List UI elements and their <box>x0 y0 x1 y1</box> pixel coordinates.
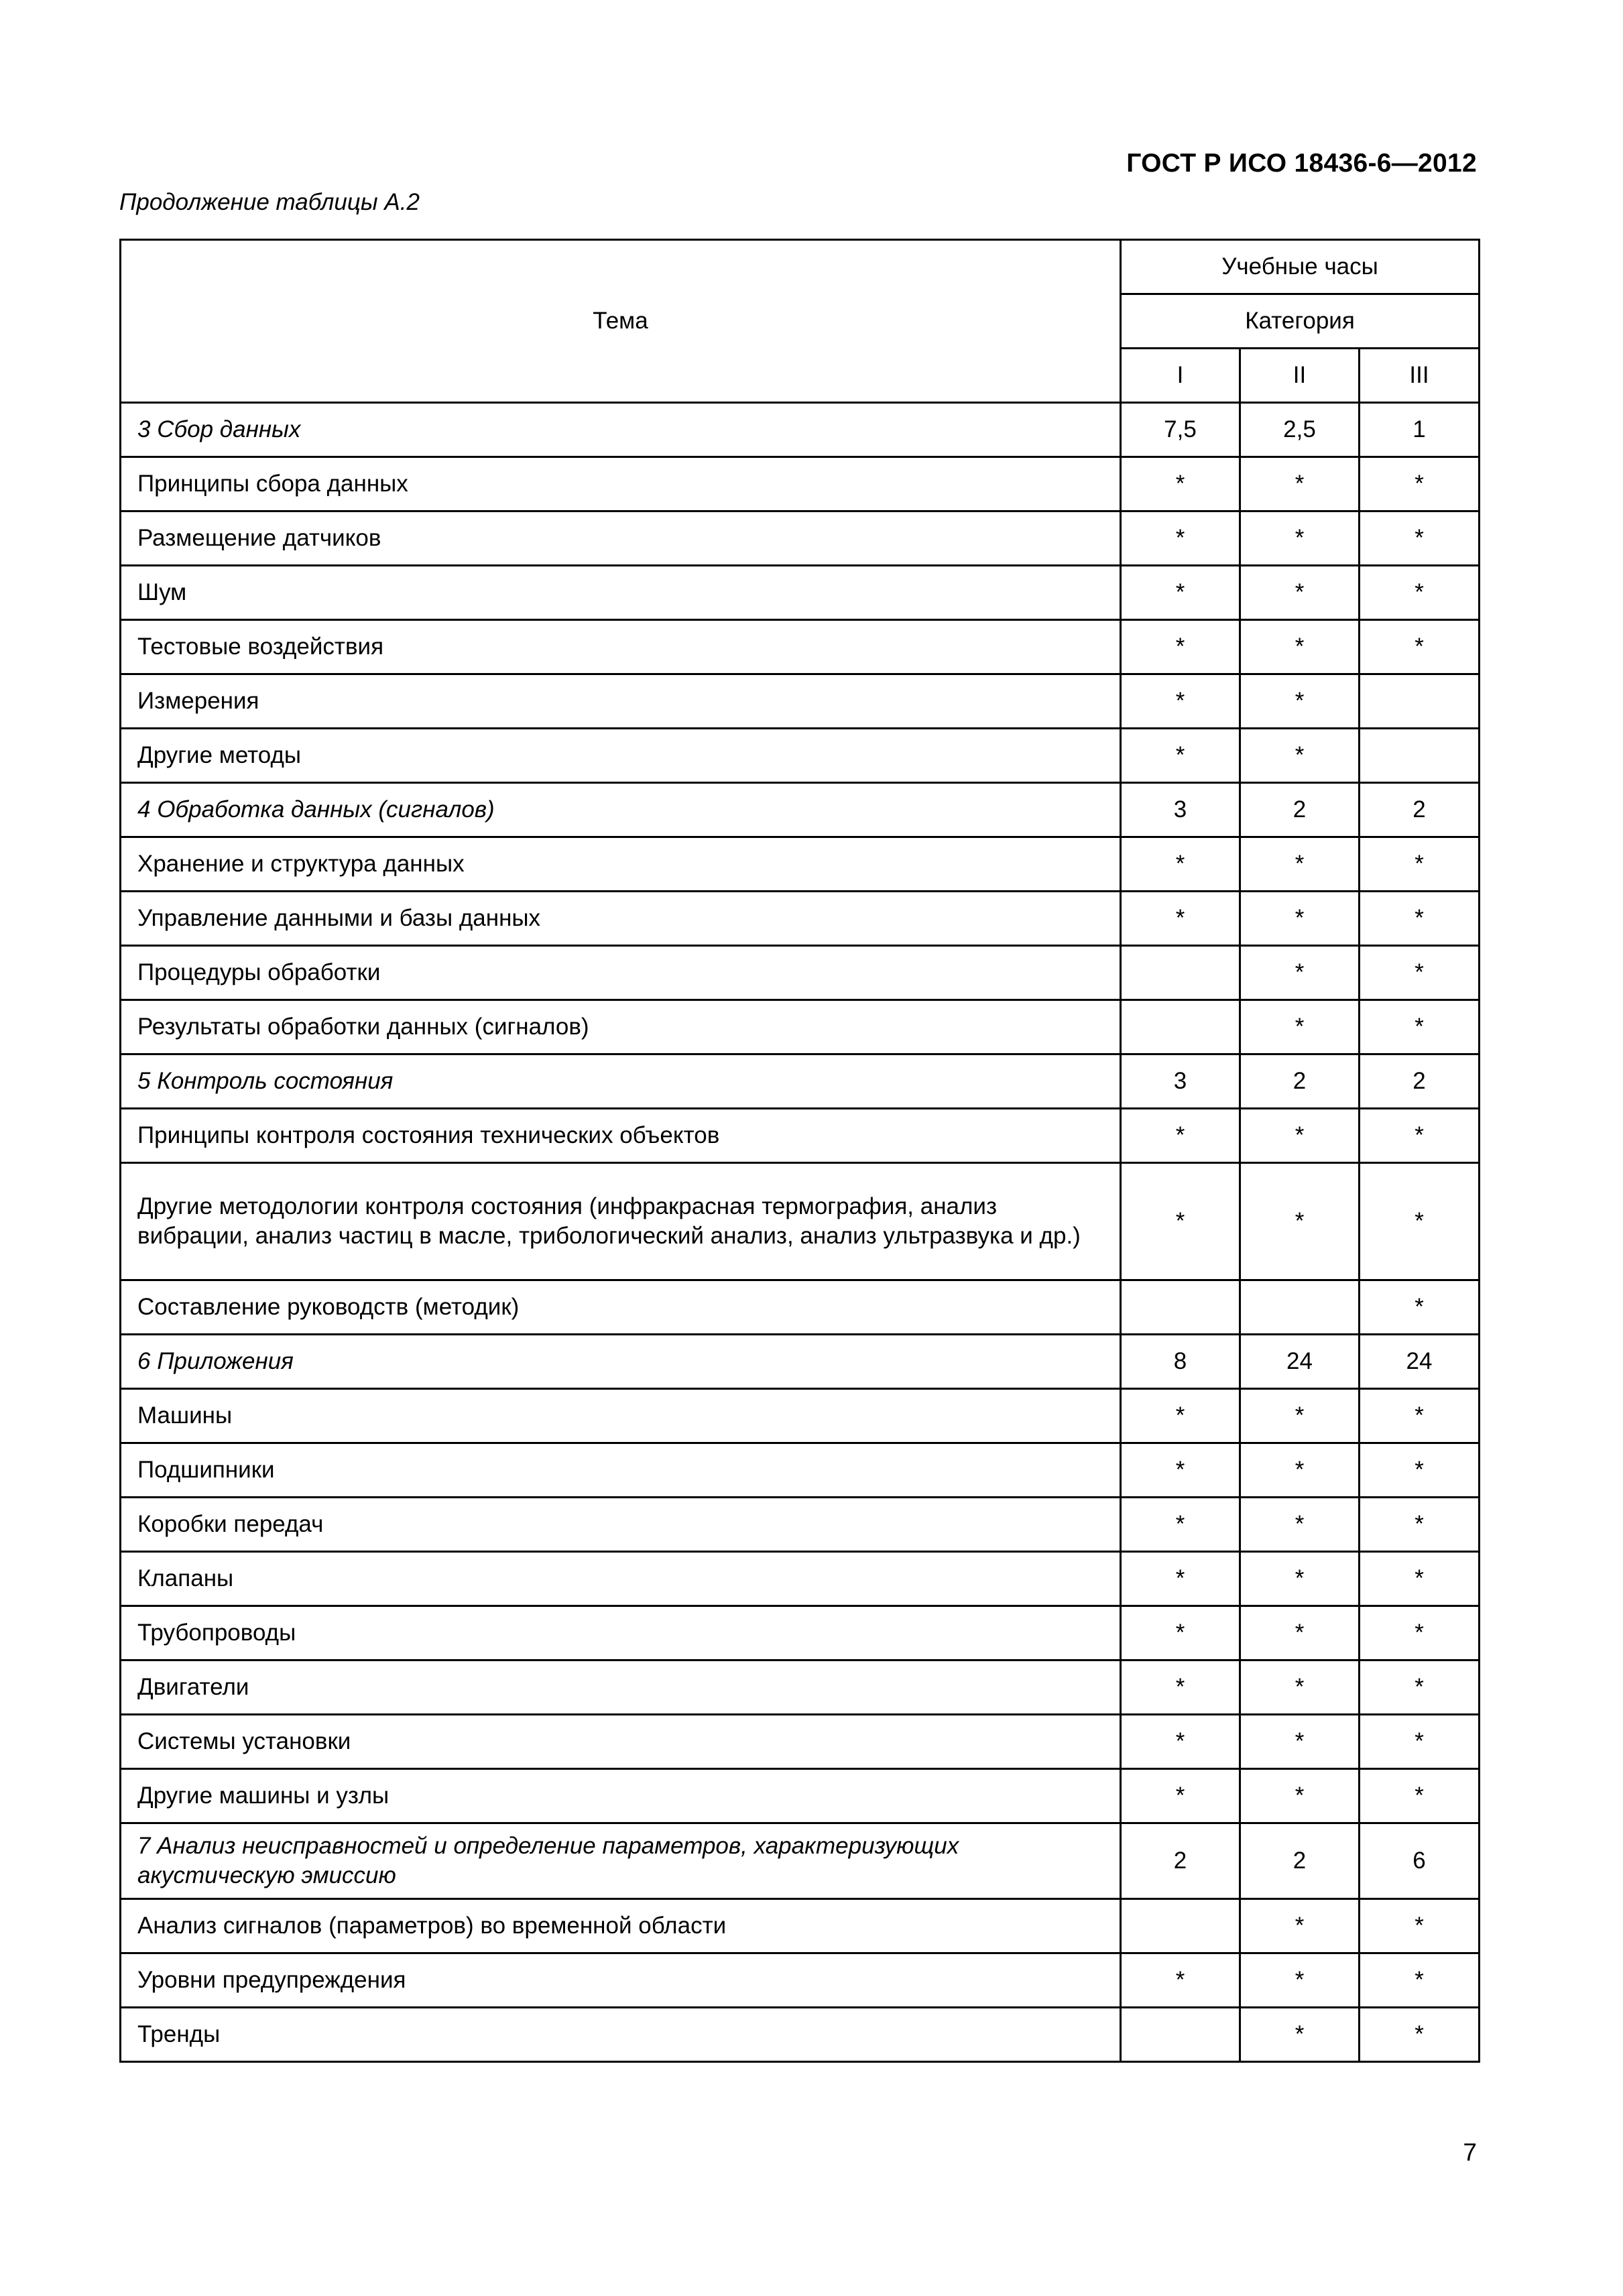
table-row <box>121 620 1480 674</box>
table-row <box>121 1899 1480 1953</box>
row-value-cat-i: 7,5 <box>1121 403 1240 457</box>
row-value-cat-iii: * <box>1360 1899 1480 1953</box>
row-value-cat-i: * <box>1121 1163 1240 1280</box>
row-value-cat-i <box>1121 1280 1240 1335</box>
hours-header: Учебные часы <box>1121 240 1480 294</box>
row-value-cat-ii: * <box>1240 892 1360 946</box>
row-topic: Двигатели <box>121 1660 1121 1715</box>
row-value-cat-ii: * <box>1240 1498 1360 1552</box>
table-row <box>121 729 1480 783</box>
table-row <box>121 1443 1480 1498</box>
row-value-cat-ii: * <box>1240 1769 1360 1823</box>
row-value-cat-ii: * <box>1240 1899 1360 1953</box>
row-value-cat-iii: * <box>1360 1443 1480 1498</box>
row-value-cat-i: * <box>1121 674 1240 729</box>
row-topic: 6 Приложения <box>121 1335 1121 1389</box>
row-value-cat-ii: * <box>1240 946 1360 1000</box>
section-row <box>121 1823 1480 1899</box>
page-number: 7 <box>1463 2138 1477 2166</box>
row-topic: Управление данными и базы данных <box>121 892 1121 946</box>
row-value-cat-iii: * <box>1360 1953 1480 2008</box>
row-value-cat-iii <box>1360 729 1480 783</box>
row-value-cat-i: * <box>1121 620 1240 674</box>
row-topic: Хранение и структура данных <box>121 837 1121 892</box>
table-row <box>121 1280 1480 1335</box>
row-value-cat-ii: * <box>1240 674 1360 729</box>
document-code: ГОСТ Р ИСО 18436-6—2012 <box>1126 149 1477 178</box>
row-value-cat-ii: * <box>1240 729 1360 783</box>
row-value-cat-iii: * <box>1360 1660 1480 1715</box>
row-topic: Шум <box>121 566 1121 620</box>
row-value-cat-ii: 2 <box>1240 1823 1360 1899</box>
row-value-cat-ii: * <box>1240 1606 1360 1660</box>
row-value-cat-i: * <box>1121 1660 1240 1715</box>
row-value-cat-iii: * <box>1360 1389 1480 1443</box>
category-i: I <box>1121 349 1240 403</box>
section-row <box>121 403 1480 457</box>
row-value-cat-i: 3 <box>1121 1054 1240 1109</box>
row-topic: Коробки передач <box>121 1498 1121 1552</box>
row-value-cat-iii: * <box>1360 566 1480 620</box>
row-value-cat-iii: * <box>1360 837 1480 892</box>
row-topic: Тренды <box>121 2008 1121 2062</box>
row-value-cat-i <box>1121 1000 1240 1054</box>
row-value-cat-iii <box>1360 674 1480 729</box>
row-value-cat-iii: * <box>1360 1552 1480 1606</box>
row-topic: Размещение датчиков <box>121 511 1121 566</box>
row-value-cat-iii: * <box>1360 1280 1480 1335</box>
row-value-cat-i: * <box>1121 1953 1240 2008</box>
header-row-hours <box>121 240 1480 294</box>
row-value-cat-ii <box>1240 1280 1360 1335</box>
category-header: Категория <box>1121 294 1480 349</box>
row-topic: 3 Сбор данных <box>121 403 1121 457</box>
row-value-cat-ii: * <box>1240 620 1360 674</box>
category-iii: III <box>1360 349 1480 403</box>
row-value-cat-iii: * <box>1360 1769 1480 1823</box>
row-value-cat-ii: * <box>1240 457 1360 511</box>
row-value-cat-ii: * <box>1240 837 1360 892</box>
row-value-cat-i: * <box>1121 1109 1240 1163</box>
row-topic: 4 Обработка данных (сигналов) <box>121 783 1121 837</box>
row-value-cat-i: * <box>1121 729 1240 783</box>
row-value-cat-iii: * <box>1360 1109 1480 1163</box>
row-topic: Процедуры обработки <box>121 946 1121 1000</box>
row-value-cat-iii: 2 <box>1360 1054 1480 1109</box>
row-value-cat-i: * <box>1121 1552 1240 1606</box>
table-row <box>121 674 1480 729</box>
row-value-cat-ii: * <box>1240 1109 1360 1163</box>
table-row <box>121 892 1480 946</box>
row-value-cat-ii: * <box>1240 1389 1360 1443</box>
row-value-cat-i: 2 <box>1121 1823 1240 1899</box>
row-value-cat-i: * <box>1121 837 1240 892</box>
table-row <box>121 837 1480 892</box>
row-value-cat-ii: * <box>1240 1443 1360 1498</box>
row-topic: Анализ сигналов (параметров) во временной области <box>121 1899 1121 1953</box>
row-topic: Тестовые воздействия <box>121 620 1121 674</box>
row-value-cat-iii: * <box>1360 1000 1480 1054</box>
table-row <box>121 566 1480 620</box>
section-row <box>121 1335 1480 1389</box>
row-value-cat-i: * <box>1121 1443 1240 1498</box>
table-row <box>121 511 1480 566</box>
table-row <box>121 1953 1480 2008</box>
row-value-cat-i: * <box>1121 1498 1240 1552</box>
row-value-cat-ii: 2 <box>1240 1054 1360 1109</box>
row-value-cat-ii: * <box>1240 1953 1360 2008</box>
row-value-cat-ii: * <box>1240 1000 1360 1054</box>
row-value-cat-ii: * <box>1240 511 1360 566</box>
section-row <box>121 1054 1480 1109</box>
row-value-cat-i: 3 <box>1121 783 1240 837</box>
table-row <box>121 457 1480 511</box>
row-topic: Машины <box>121 1389 1121 1443</box>
row-value-cat-ii: * <box>1240 1660 1360 1715</box>
category-ii: II <box>1240 349 1360 403</box>
row-topic: Составление руководств (методик) <box>121 1280 1121 1335</box>
row-value-cat-ii: 2,5 <box>1240 403 1360 457</box>
row-value-cat-i <box>1121 1899 1240 1953</box>
row-topic: Результаты обработки данных (сигналов) <box>121 1000 1121 1054</box>
row-topic: Другие методологии контроля состояния (инфракрасная термография, анализ вибрации, анализ частиц в масле, трибологический анализ, анализ ультразвука и др.) <box>121 1163 1121 1280</box>
row-value-cat-i <box>1121 2008 1240 2062</box>
row-value-cat-i: * <box>1121 511 1240 566</box>
row-value-cat-i: * <box>1121 1389 1240 1443</box>
row-value-cat-iii: 2 <box>1360 783 1480 837</box>
row-topic: 5 Контроль состояния <box>121 1054 1121 1109</box>
row-value-cat-ii: * <box>1240 2008 1360 2062</box>
table-row <box>121 1498 1480 1552</box>
row-value-cat-iii: * <box>1360 1163 1480 1280</box>
row-value-cat-iii: * <box>1360 1606 1480 1660</box>
table-row <box>121 1660 1480 1715</box>
row-value-cat-iii: * <box>1360 892 1480 946</box>
table-row <box>121 2008 1480 2062</box>
row-value-cat-i <box>1121 946 1240 1000</box>
row-topic: Принципы контроля состояния технических объектов <box>121 1109 1121 1163</box>
row-value-cat-i: * <box>1121 457 1240 511</box>
row-value-cat-iii: 6 <box>1360 1823 1480 1899</box>
row-value-cat-iii: 24 <box>1360 1335 1480 1389</box>
row-value-cat-iii: * <box>1360 2008 1480 2062</box>
row-value-cat-iii: 1 <box>1360 403 1480 457</box>
table-row <box>121 1606 1480 1660</box>
row-value-cat-i: * <box>1121 1715 1240 1769</box>
row-value-cat-ii: * <box>1240 1552 1360 1606</box>
row-value-cat-ii: * <box>1240 1715 1360 1769</box>
row-topic: Подшипники <box>121 1443 1121 1498</box>
table-row <box>121 1000 1480 1054</box>
row-topic: Трубопроводы <box>121 1606 1121 1660</box>
row-value-cat-ii: 24 <box>1240 1335 1360 1389</box>
table-row <box>121 946 1480 1000</box>
row-value-cat-ii: * <box>1240 1163 1360 1280</box>
table-row <box>121 1109 1480 1163</box>
row-topic: Измерения <box>121 674 1121 729</box>
row-topic: 7 Анализ неисправностей и определение параметров, характеризующих акустическую эмиссию <box>121 1823 1121 1899</box>
row-value-cat-iii: * <box>1360 1715 1480 1769</box>
row-topic: Другие методы <box>121 729 1121 783</box>
table-row <box>121 1552 1480 1606</box>
row-value-cat-iii: * <box>1360 1498 1480 1552</box>
row-value-cat-ii: * <box>1240 566 1360 620</box>
table-row <box>121 1769 1480 1823</box>
row-topic: Другие машины и узлы <box>121 1769 1121 1823</box>
row-topic: Системы установки <box>121 1715 1121 1769</box>
row-value-cat-i: * <box>1121 566 1240 620</box>
row-value-cat-iii: * <box>1360 457 1480 511</box>
row-value-cat-i: * <box>1121 892 1240 946</box>
row-topic: Уровни предупреждения <box>121 1953 1121 2008</box>
row-topic: Клапаны <box>121 1552 1121 1606</box>
row-value-cat-i: 8 <box>1121 1335 1240 1389</box>
training-hours-table <box>119 239 1480 2063</box>
table-row <box>121 1163 1480 1280</box>
row-value-cat-iii: * <box>1360 620 1480 674</box>
table-row <box>121 1389 1480 1443</box>
row-value-cat-iii: * <box>1360 946 1480 1000</box>
topic-header: Тема <box>121 240 1121 403</box>
row-value-cat-iii: * <box>1360 511 1480 566</box>
row-value-cat-i: * <box>1121 1606 1240 1660</box>
table-row <box>121 1715 1480 1769</box>
table-caption: Продолжение таблицы А.2 <box>119 189 420 215</box>
row-topic: Принципы сбора данных <box>121 457 1121 511</box>
section-row <box>121 783 1480 837</box>
row-value-cat-i: * <box>1121 1769 1240 1823</box>
row-value-cat-ii: 2 <box>1240 783 1360 837</box>
